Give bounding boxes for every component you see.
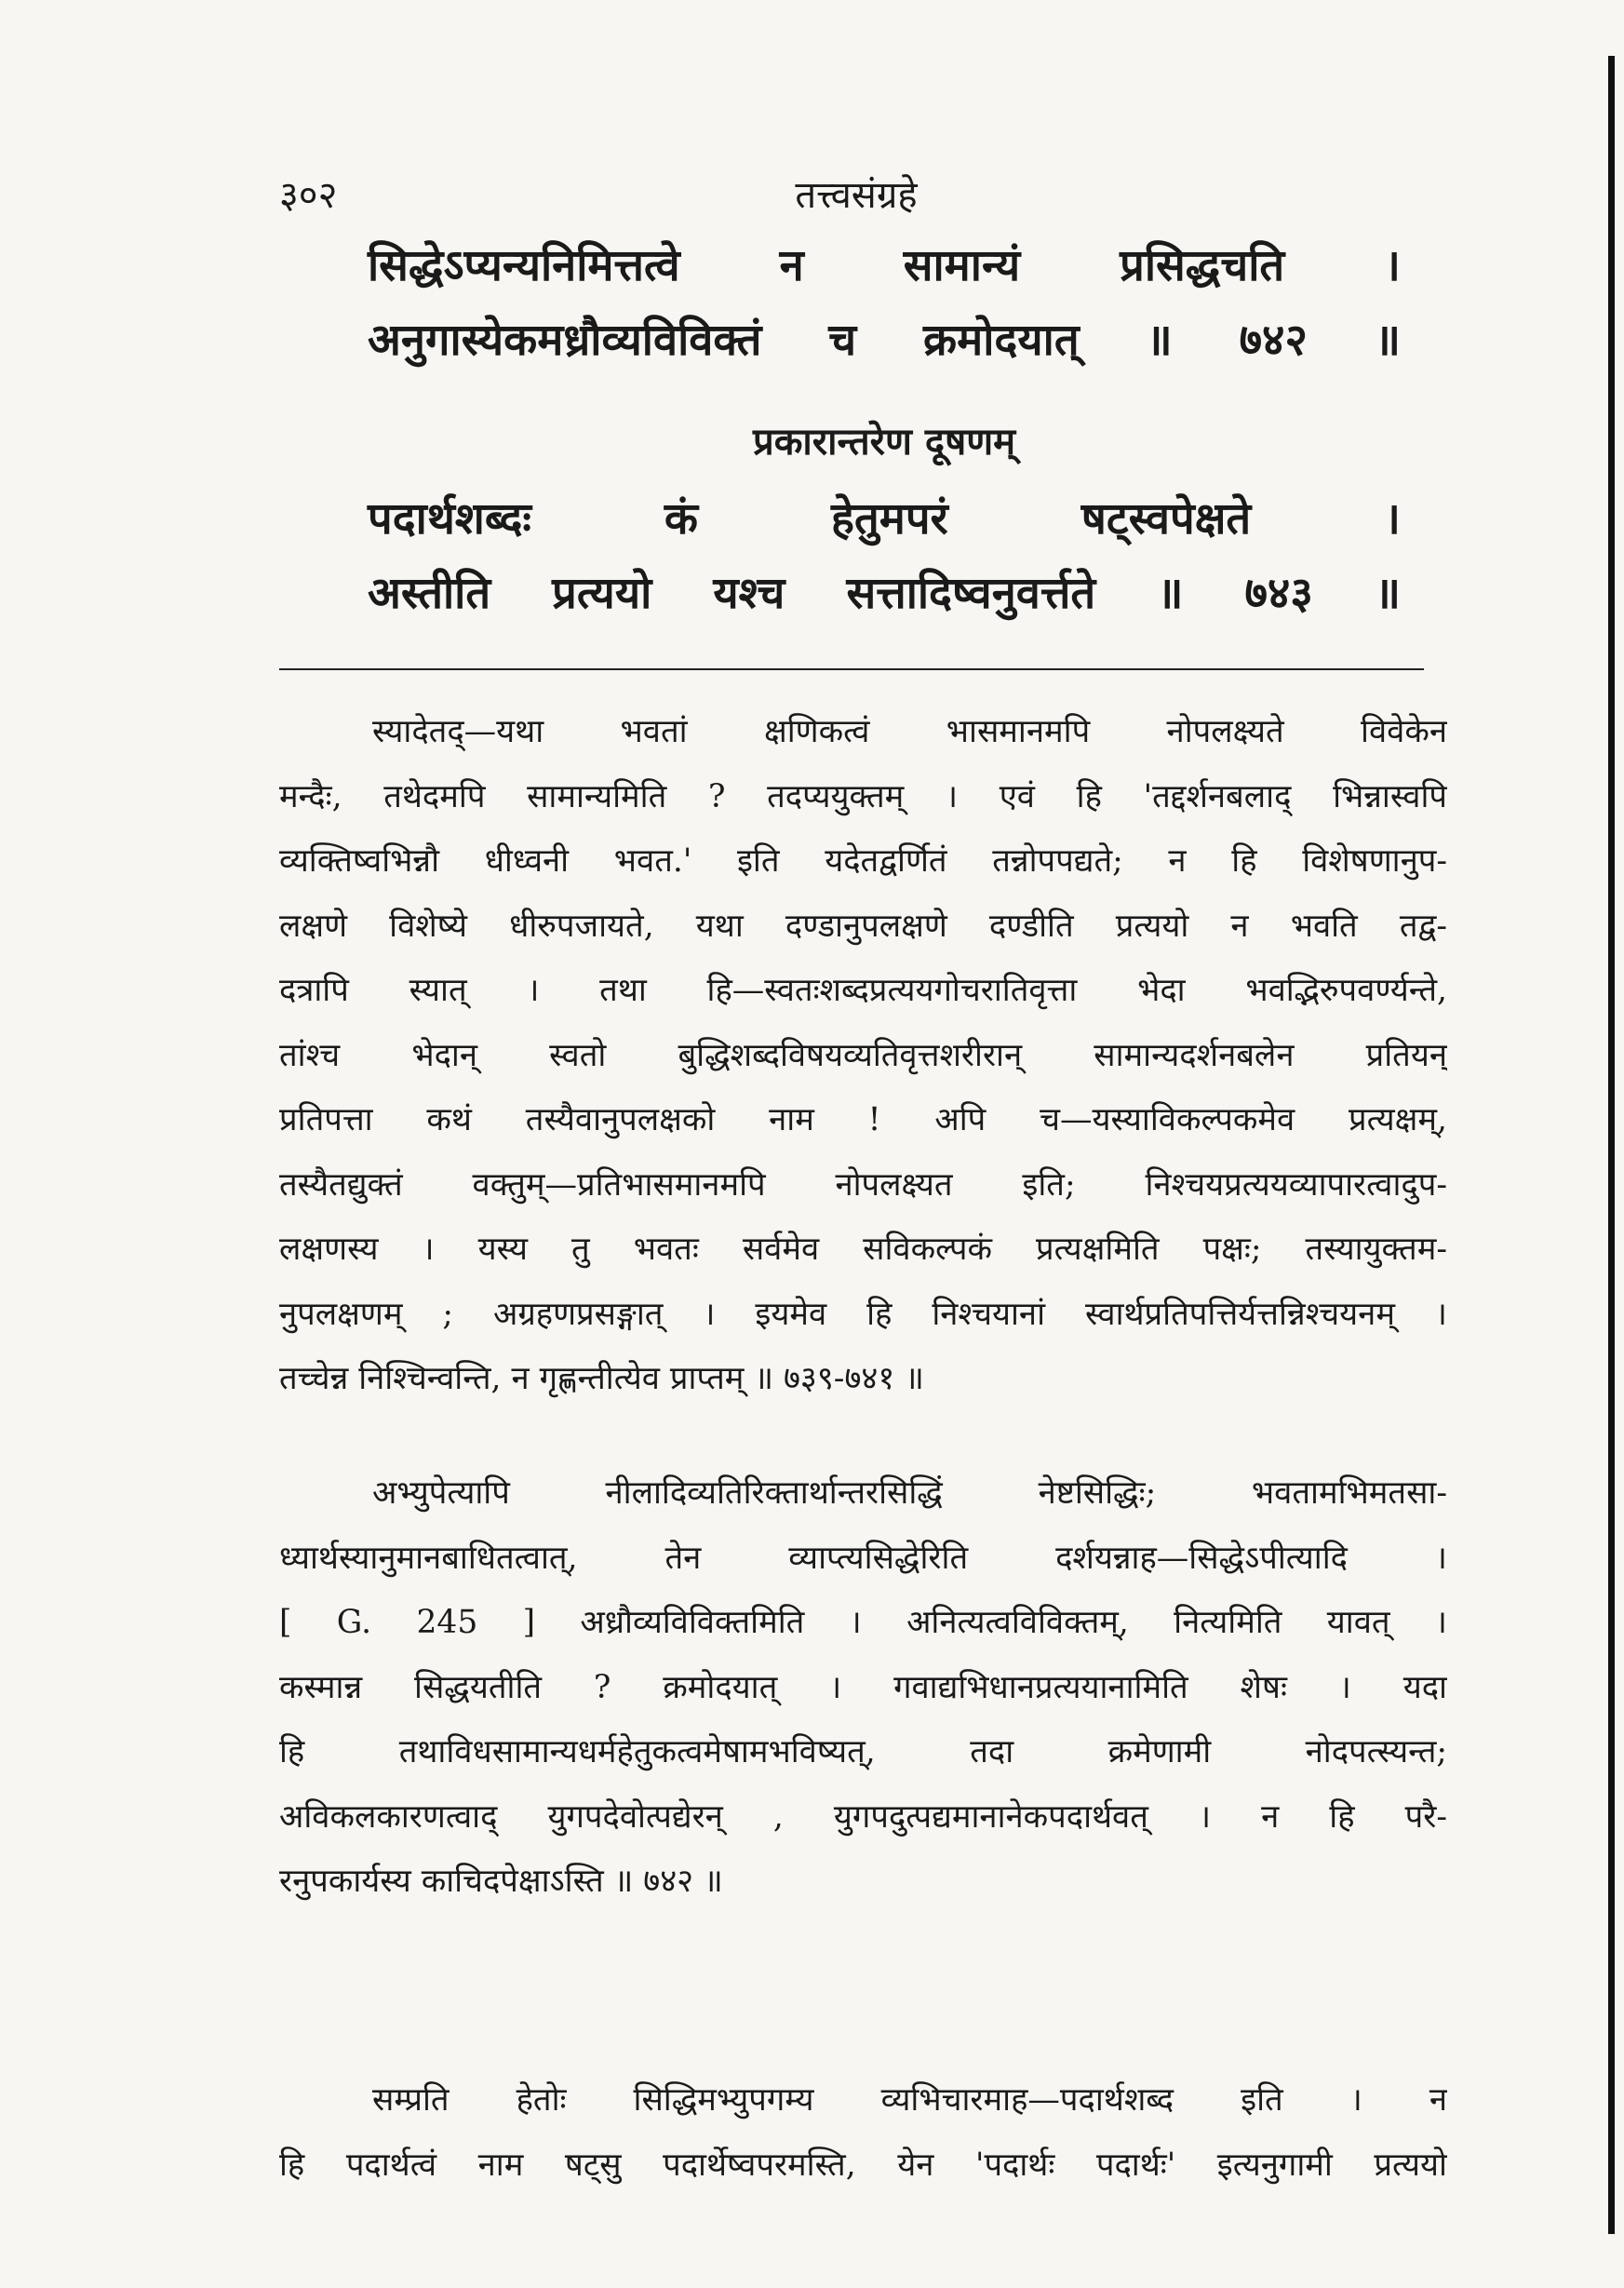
verse-line: सिद्धेऽप्यन्यनिमित्तत्वे न सामान्यं प्रसिद्धचति । [368, 240, 1401, 291]
separator-rule [279, 668, 1424, 670]
commentary-line: लक्षणे विशेष्ये धीरुपजायते, यथा दण्डानुपलक्षणे दण्डीति प्रत्ययो न भवति तद्व- [279, 907, 1447, 945]
commentary-line: मन्दैः, तथेदमपि सामान्यमिति ? तदप्ययुक्तम् । एवं हि 'तद्दर्शनबलाद् भिन्नास्वपि [279, 777, 1447, 815]
page-number: ३०२ [279, 174, 338, 217]
commentary-line: नुपलक्षणम् ; अग्रहणप्रसङ्गात् । इयमेव हि निश्चयानां स्वार्थप्रतिपत्तिर्यत्तन्निश्चयनम् । [279, 1295, 1447, 1333]
commentary-line: सम्प्रति हेतोः सिद्धिमभ्युपगम्य व्यभिचारमाह—पदार्थशब्द इति । न [372, 2081, 1447, 2119]
commentary-line: लक्षणस्य । यस्य तु भवतः सर्वमेव सविकल्पकं प्रत्यक्षमिति पक्षः; तस्यायुक्तम- [279, 1231, 1447, 1268]
verse-line: पदार्थशब्दः कं हेतुमपरं षट्स्वपेक्षते । [368, 493, 1401, 545]
page-header [279, 168, 1433, 223]
commentary-line: तस्यैतद्युक्तं वक्तुम्—प्रतिभासमानमपि नोपलक्ष्यत इति; निश्चयप्रत्ययव्यापारत्वादुप- [279, 1165, 1447, 1204]
commentary-line: स्यादेतद्—यथा भवतां क्षणिकत्वं भासमानमपि नोपलक्ष्यते विवेकेन [372, 713, 1447, 750]
running-title: तत्त्वसंग्रहे [795, 174, 918, 217]
commentary-line: कस्मान्न सिद्धयतीति ? क्रमोदयात् । गवाद्यभिधानप्रत्ययानामिति शेषः । यदा [279, 1668, 1447, 1706]
verse-742 [368, 240, 1401, 389]
commentary-line: व्यक्तिष्वभिन्नौ धीध्वनी भवत.' इति यदेतद्वर्णितं तन्नोपपद्यते; न हि विशेषणानुप- [279, 842, 1447, 880]
commentary-paragraph-1 [279, 700, 1447, 1412]
commentary-line: अभ्युपेत्यापि नीलादिव्यतिरिक्तार्थान्तरसिद्धिं नेष्टसिद्धिः; भवतामभिमतसा- [372, 1474, 1447, 1512]
verse-line: अस्तीति प्रत्ययो यश्च सत्तादिष्वनुवर्त्तते ॥ ७४३ ॥ [368, 568, 1401, 619]
commentary-paragraph-2 [279, 1461, 1447, 1915]
verse-line: अनुगास्येकमध्रौव्यविविक्तं च क्रमोदयात् ॥ ७४२ ॥ [368, 315, 1401, 366]
section-subheading: प्रकारान्तरेण दूषणम् [752, 420, 1016, 464]
verse-743 [368, 493, 1401, 642]
page-edge-shadow [1608, 56, 1615, 2234]
commentary-line: तच्चेन्न निश्चिन्वन्ति, न गृह्णन्तीत्येव प्राप्तम् ॥ ७३९-७४१ ॥ [279, 1360, 924, 1397]
commentary-line: तांश्च भेदान् स्वतो बुद्धिशब्दविषयव्यतिवृत्तशरीरान् सामान्यदर्शनबलेन प्रतियन् [279, 1036, 1447, 1074]
commentary-line: रनुपकार्यस्य काचिदपेक्षाऽस्ति ॥ ७४२ ॥ [279, 1863, 723, 1900]
commentary-line: अविकलकारणत्वाद् युगपदेवोत्पद्येरन् , युगपदुत्पद्यमानानेकपदार्थवत् । न हि परै- [279, 1797, 1447, 1836]
commentary-line: ध्यार्थस्यानुमानबाधितत्वात्, तेन व्याप्त्यसिद्धेरिति दर्शयन्नाह—सिद्धेऽपीत्यादि । [279, 1539, 1447, 1577]
commentary-line: हि तथाविधसामान्यधर्महेतुकत्वमेषामभविष्यत्, तदा क्रमेणामी नोदपत्स्यन्त; [279, 1733, 1447, 1770]
commentary-line: हि पदार्थत्वं नाम षट्सु पदार्थेष्वपरमस्ति, येन 'पदार्थः पदार्थः' इत्यनुगामी प्रत्ययो [279, 2146, 1447, 2184]
commentary-line: दत्रापि स्यात् । तथा हि—स्वतःशब्दप्रत्ययगोचरातिवृत्ता भेदा भवद्भिरुपवर्ण्यन्ते, [279, 972, 1447, 1009]
commentary-line: [ G. 245 ] अध्रौव्यविविक्तमिति । अनित्यत्वविविक्तम्, नित्यमिति यावत् । [279, 1604, 1447, 1641]
commentary-line: प्रतिपत्ता कथं तस्यैवानुपलक्षको नाम ! अपि च—यस्याविकल्पकमेव प्रत्यक्षम्, [279, 1101, 1447, 1138]
commentary-paragraph-3 [279, 2068, 1447, 2198]
